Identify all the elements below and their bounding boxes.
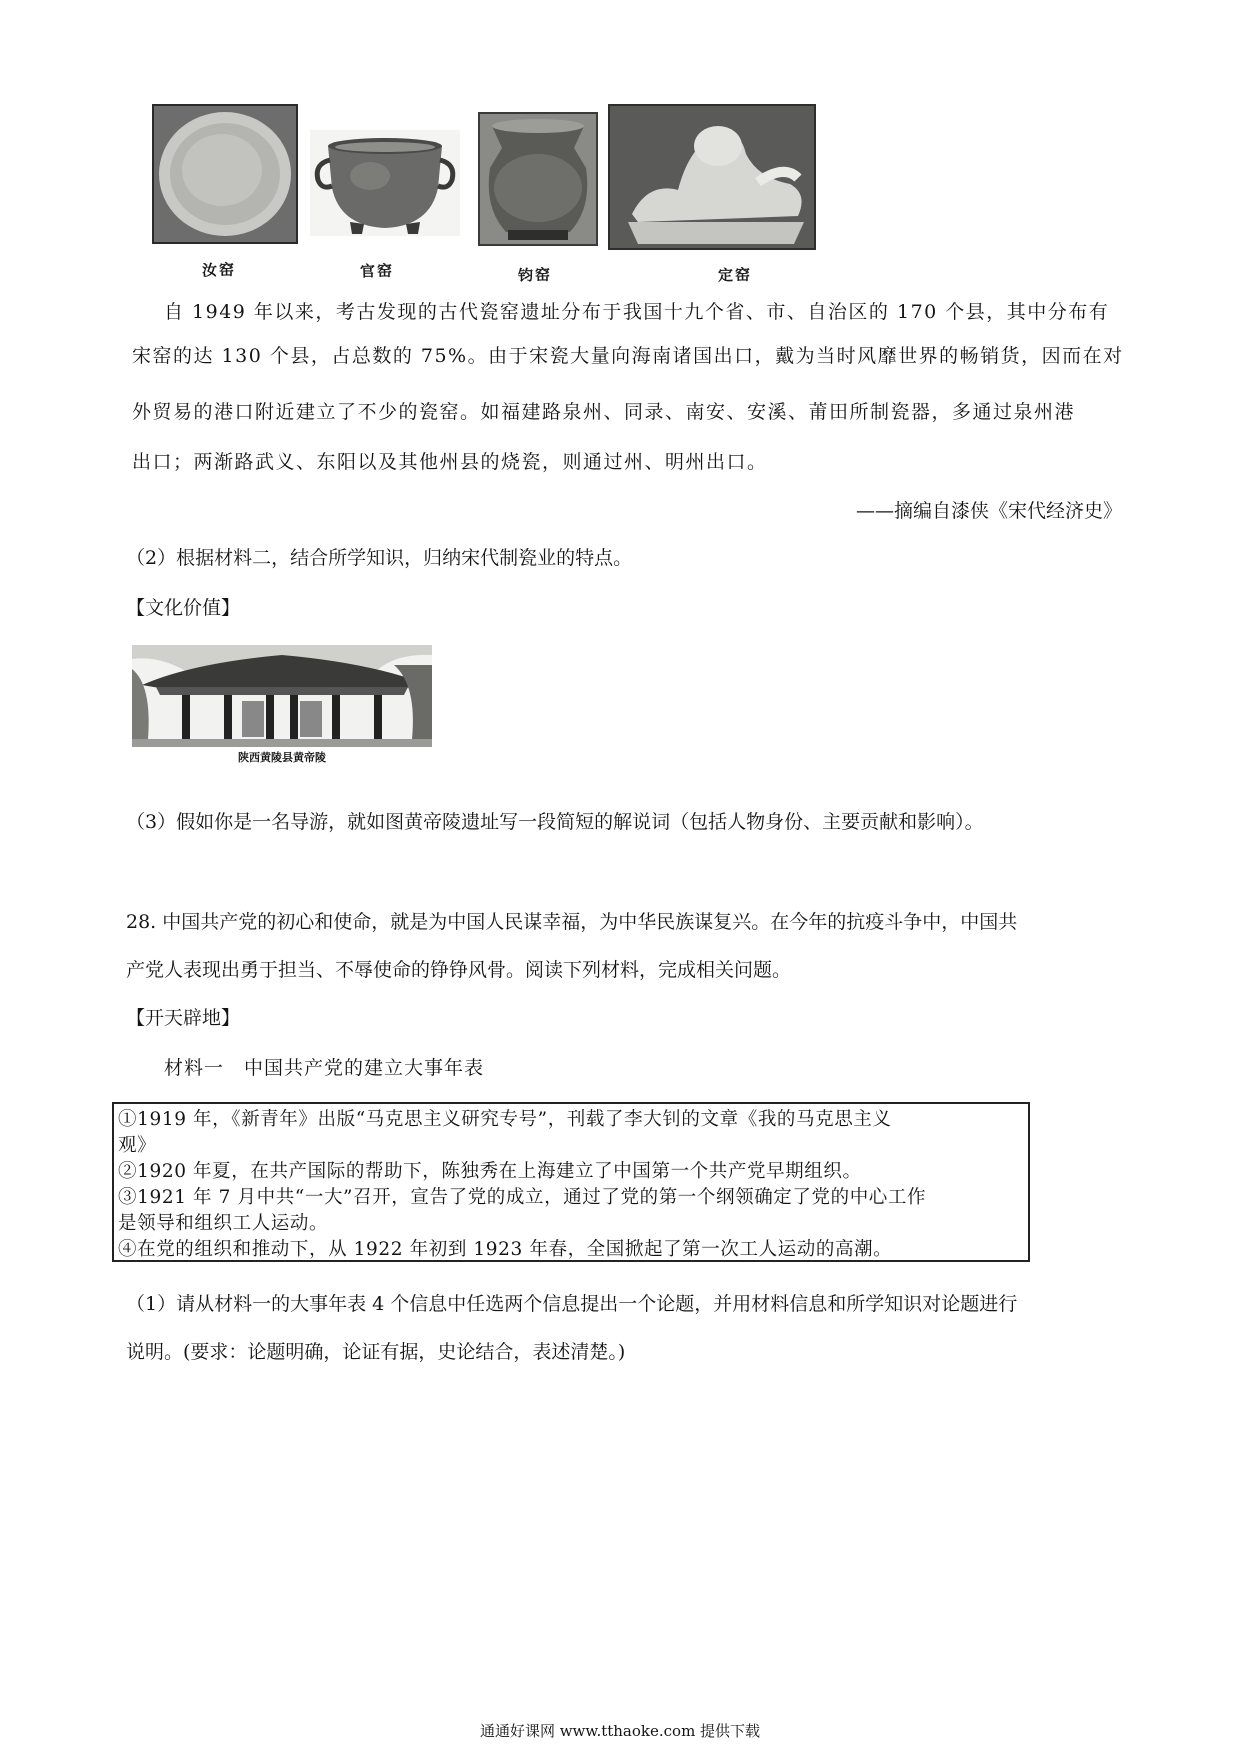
ding-kiln-pillow-photo [608, 104, 816, 250]
porcelain-photo-row [148, 104, 828, 294]
kiln-jun [478, 112, 598, 285]
timeline-item: ③1921 年 7 月中共“一大”召开，宣告了党的成立，通过了党的第一个纲领确定了党的中心工作 [118, 1187, 927, 1208]
question-3: （3）假如你是一名导游，就如图黄帝陵遗址写一段简短的解说词（包括人物身份、主要贡献和影响）。 [126, 811, 984, 833]
mausoleum-figure [132, 645, 432, 767]
material1-title: 材料一 中国共产党的建立大事年表 [164, 1057, 485, 1079]
question-2: （2）根据材料二，结合所学知识，归纳宋代制瓷业的特点。 [126, 547, 633, 569]
question-1-line-1: （1）请从材料一的大事年表 4 个信息中任选两个信息提出一个论题，并用材料信息和所学知识对论题进行 [126, 1293, 1018, 1315]
ru-kiln-dish-photo [152, 104, 298, 244]
kiln-guan [310, 130, 460, 281]
material2-line-4: 出口；两渐路武义、东阳以及其他州县的烧瓷，则通过州、明州出口。 [132, 451, 768, 473]
question-28-line-1: 28. 中国共产党的初心和使命，就是为中国人民谋幸福，为中华民族谋复兴。在今年的抗疫斗争中，中国共 [126, 911, 1018, 933]
kiln-label-guan: 官窑 [359, 261, 395, 281]
kiln-label-jun: 钧窑 [517, 265, 553, 285]
jun-kiln-jar-photo [478, 112, 598, 246]
timeline-item: ④在党的组织和推动下，从 1922 年初到 1923 年春，全国掀起了第一次工人运动的高潮。 [118, 1239, 893, 1260]
material2-line-2: 宋窑的达 130 个县，占总数的 75%。由于宋瓷大量向海南诸国出口，戴为当时风靡世界的畅销货，因而在对 [132, 345, 1124, 367]
huangdi-mausoleum-photo [132, 645, 432, 747]
timeline-table [112, 1102, 1030, 1262]
kiln-label-ru: 汝窑 [201, 260, 237, 280]
kiln-ding [608, 104, 816, 285]
question-1-line-2: 说明。(要求：论题明确，论证有据，史论结合，表述清楚。) [126, 1341, 626, 1363]
kiln-ru [152, 104, 298, 280]
timeline-item: 是领导和组织工人运动。 [118, 1213, 329, 1234]
guan-kiln-censer-photo [310, 130, 460, 236]
section-heading-founding: 【开天辟地】 [126, 1007, 241, 1029]
question-28-line-2: 产党人表现出勇于担当、不辱使命的铮铮风骨。阅读下列材料，完成相关问题。 [126, 959, 792, 981]
mausoleum-caption: 陕西黄陵县黄帝陵 [238, 751, 326, 764]
kiln-label-ding: 定窑 [717, 265, 753, 285]
timeline-item: ①1919 年，《新青年》出版“马克思主义研究专号”，刊载了李大钊的文章《我的马克思主义 [118, 1109, 892, 1130]
section-heading-culture: 【文化价值】 [126, 597, 241, 619]
material2-source: ——摘编自漆侠《宋代经济史》 [855, 500, 1122, 522]
timeline-item: 观》 [118, 1135, 157, 1156]
timeline-item: ②1920 年夏，在共产国际的帮助下，陈独秀在上海建立了中国第一个共产党早期组织。 [118, 1161, 862, 1182]
material2-line-1: 自 1949 年以来，考古发现的古代瓷窑遗址分布于我国十九个省、市、自治区的 170 个县，其中分布有 [164, 301, 1110, 323]
material2-line-3: 外贸易的港口附近建立了不少的瓷窑。如福建路泉州、同录、南安、安溪、莆田所制瓷器，多通过泉州港 [132, 401, 1076, 423]
footer-download-note: 通通好课网 www.tthaoke.com 提供下载 [479, 1722, 761, 1740]
